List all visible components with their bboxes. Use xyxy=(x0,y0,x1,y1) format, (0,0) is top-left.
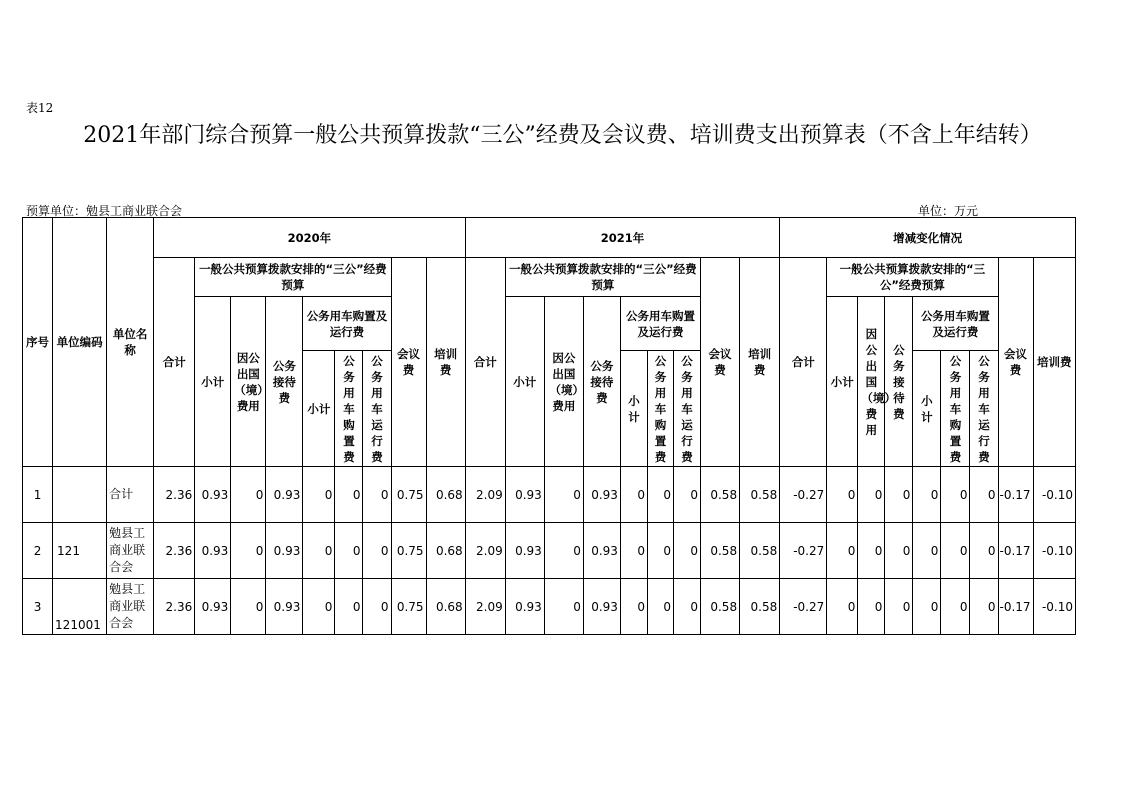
row-value: 0 xyxy=(335,523,363,579)
row-value: 0 xyxy=(885,467,913,523)
header-year-2021: 2021年 xyxy=(465,218,780,258)
row-value: 0 xyxy=(827,467,858,523)
row-value: 0 xyxy=(544,579,583,635)
row-value: 0.93 xyxy=(583,523,620,579)
table-row xyxy=(23,523,1076,579)
row-value: 0.58 xyxy=(701,523,740,579)
row-value: 0 xyxy=(544,467,583,523)
row-value: -0.27 xyxy=(780,467,827,523)
row-value: 0.75 xyxy=(391,467,426,523)
header-abroad: 因公出国（境）费用 xyxy=(544,297,583,467)
row-value: 0 xyxy=(673,467,700,523)
row-value: -0.10 xyxy=(1033,523,1075,579)
row-value: 0 xyxy=(303,467,335,523)
row-value: 0 xyxy=(620,579,647,635)
row-unit-name: 勉县工商业联合会 xyxy=(107,523,154,579)
row-value: 0.93 xyxy=(266,579,303,635)
row-value: 0 xyxy=(885,523,913,579)
row-value: 0 xyxy=(827,523,858,579)
row-value: 2.36 xyxy=(154,523,195,579)
header-total: 合计 xyxy=(154,258,195,467)
row-value: 0.68 xyxy=(426,467,465,523)
header-change: 增减变化情况 xyxy=(780,218,1076,258)
header-vehicle: 公务用车购置及运行费 xyxy=(620,297,700,351)
row-value: 0.68 xyxy=(426,523,465,579)
header-vehicle-subtotal: 小计 xyxy=(913,351,941,467)
row-seq: 3 xyxy=(23,579,53,635)
row-value: 0 xyxy=(913,523,941,579)
currency-unit-label: 单位：万元 xyxy=(918,204,979,218)
budget-table xyxy=(22,217,1076,635)
row-value: 0.93 xyxy=(583,579,620,635)
row-value: 0.58 xyxy=(740,523,780,579)
header-unit-code: 单位编码 xyxy=(53,218,107,467)
row-value: 0 xyxy=(363,523,391,579)
table-number: 表12 xyxy=(26,101,54,115)
row-value: 0 xyxy=(544,523,583,579)
row-value: 0.93 xyxy=(505,467,544,523)
header-subtotal: 小计 xyxy=(505,297,544,467)
header-reception: 公务接待费 xyxy=(266,297,303,467)
header-reception: 公务接待费 xyxy=(885,297,913,467)
row-value: 0 xyxy=(858,579,885,635)
row-value: 0.93 xyxy=(195,579,231,635)
row-value: 0 xyxy=(970,579,998,635)
row-value: 0 xyxy=(858,523,885,579)
row-value: -0.17 xyxy=(998,579,1033,635)
header-training: 培训费 xyxy=(1033,258,1075,467)
row-value: 0.58 xyxy=(740,467,780,523)
row-seq: 2 xyxy=(23,523,53,579)
row-value: 0 xyxy=(673,523,700,579)
header-vehicle-purchase: 公务用车购置费 xyxy=(941,351,970,467)
header-subtotal: 小计 xyxy=(827,297,858,467)
header-abroad: 因公出国（境）费用 xyxy=(231,297,266,467)
row-value: 0 xyxy=(303,579,335,635)
header-meeting: 会议费 xyxy=(998,258,1033,467)
header-vehicle-operation: 公务用车运行费 xyxy=(673,351,700,467)
row-value: -0.17 xyxy=(998,467,1033,523)
row-value: 0 xyxy=(620,467,647,523)
row-value: 0.93 xyxy=(195,467,231,523)
header-vehicle-operation: 公务用车运行费 xyxy=(970,351,998,467)
row-value: 0.93 xyxy=(195,523,231,579)
row-value: 0 xyxy=(303,523,335,579)
budget-unit-label: 预算单位：勉县工商业联合会 xyxy=(26,204,183,218)
header-total: 合计 xyxy=(465,258,505,467)
row-value: 0 xyxy=(913,467,941,523)
row-unit-code: 121001 xyxy=(53,579,107,635)
row-value: 0 xyxy=(620,523,647,579)
row-value: 0.93 xyxy=(505,523,544,579)
row-value: 0.68 xyxy=(426,579,465,635)
row-value: 0 xyxy=(647,467,673,523)
header-year-2020: 2020年 xyxy=(154,218,466,258)
row-value: 2.09 xyxy=(465,467,505,523)
header-meeting: 会议费 xyxy=(391,258,426,467)
row-value: 0 xyxy=(913,579,941,635)
header-training: 培训费 xyxy=(426,258,465,467)
header-vehicle-purchase: 公务用车购置费 xyxy=(335,351,363,467)
header-subtotal: 小计 xyxy=(195,297,231,467)
row-value: 0 xyxy=(970,523,998,579)
row-value: 0 xyxy=(647,579,673,635)
row-value: 0 xyxy=(673,579,700,635)
row-value: -0.10 xyxy=(1033,579,1075,635)
row-value: 2.36 xyxy=(154,467,195,523)
row-value: 0 xyxy=(231,579,266,635)
table-row xyxy=(23,467,1076,523)
table-row xyxy=(23,579,1076,635)
row-value: 0.58 xyxy=(701,467,740,523)
row-value: 0 xyxy=(970,467,998,523)
row-value: -0.27 xyxy=(780,523,827,579)
row-seq: 1 xyxy=(23,467,53,523)
row-value: 0.58 xyxy=(740,579,780,635)
header-sangong: 一般公共预算拨款安排的“三公”经费预算 xyxy=(195,258,391,297)
header-sangong: 一般公共预算拨款安排的“三公”经费预算 xyxy=(505,258,700,297)
row-value: 0 xyxy=(363,467,391,523)
row-value: 0 xyxy=(363,579,391,635)
row-value: 0.93 xyxy=(266,523,303,579)
row-value: 0 xyxy=(885,579,913,635)
header-vehicle-purchase: 公务用车购置费 xyxy=(647,351,673,467)
row-value: 0 xyxy=(231,467,266,523)
row-value: 0 xyxy=(941,523,970,579)
row-value: 0 xyxy=(827,579,858,635)
table-body xyxy=(23,467,1076,635)
row-value: 0 xyxy=(941,579,970,635)
row-value: 0 xyxy=(335,467,363,523)
row-value: 0 xyxy=(231,523,266,579)
row-value: -0.17 xyxy=(998,523,1033,579)
header-meeting: 会议费 xyxy=(701,258,740,467)
row-value: 2.09 xyxy=(465,523,505,579)
header-seq: 序号 xyxy=(23,218,53,467)
row-unit-name: 合计 xyxy=(107,467,154,523)
row-value: -0.10 xyxy=(1033,467,1075,523)
header-unit-name: 单位名称 xyxy=(107,218,154,467)
row-value: 0 xyxy=(941,467,970,523)
row-value: 0 xyxy=(647,523,673,579)
row-unit-code xyxy=(53,467,107,523)
header-vehicle-subtotal: 小计 xyxy=(620,351,647,467)
header-total: 合计 xyxy=(780,258,827,467)
row-value: 0.93 xyxy=(266,467,303,523)
row-value: 0.93 xyxy=(583,467,620,523)
header-abroad: 因公出国（境）费用 xyxy=(858,297,885,467)
row-value: 2.36 xyxy=(154,579,195,635)
header-vehicle: 公务用车购置及运行费 xyxy=(303,297,391,351)
row-value: 0 xyxy=(335,579,363,635)
header-vehicle-subtotal: 小计 xyxy=(303,351,335,467)
header-vehicle: 公务用车购置及运行费 xyxy=(913,297,998,351)
row-value: 0.75 xyxy=(391,523,426,579)
row-value: 0.75 xyxy=(391,579,426,635)
row-unit-code: 121 xyxy=(53,523,107,579)
header-sangong: 一般公共预算拨款安排的“三公”经费预算 xyxy=(827,258,998,297)
row-value: -0.27 xyxy=(780,579,827,635)
row-value: 0.93 xyxy=(505,579,544,635)
row-unit-name: 勉县工商业联合会 xyxy=(107,579,154,635)
row-value: 0.58 xyxy=(701,579,740,635)
header-vehicle-operation: 公务用车运行费 xyxy=(363,351,391,467)
header-training: 培训费 xyxy=(740,258,780,467)
row-value: 0 xyxy=(858,467,885,523)
header-reception: 公务接待费 xyxy=(583,297,620,467)
page-title: 2021年部门综合预算一般公共预算拨款“三公”经费及会议费、培训费支出预算表（不含上年结转） xyxy=(83,123,1042,148)
row-value: 2.09 xyxy=(465,579,505,635)
